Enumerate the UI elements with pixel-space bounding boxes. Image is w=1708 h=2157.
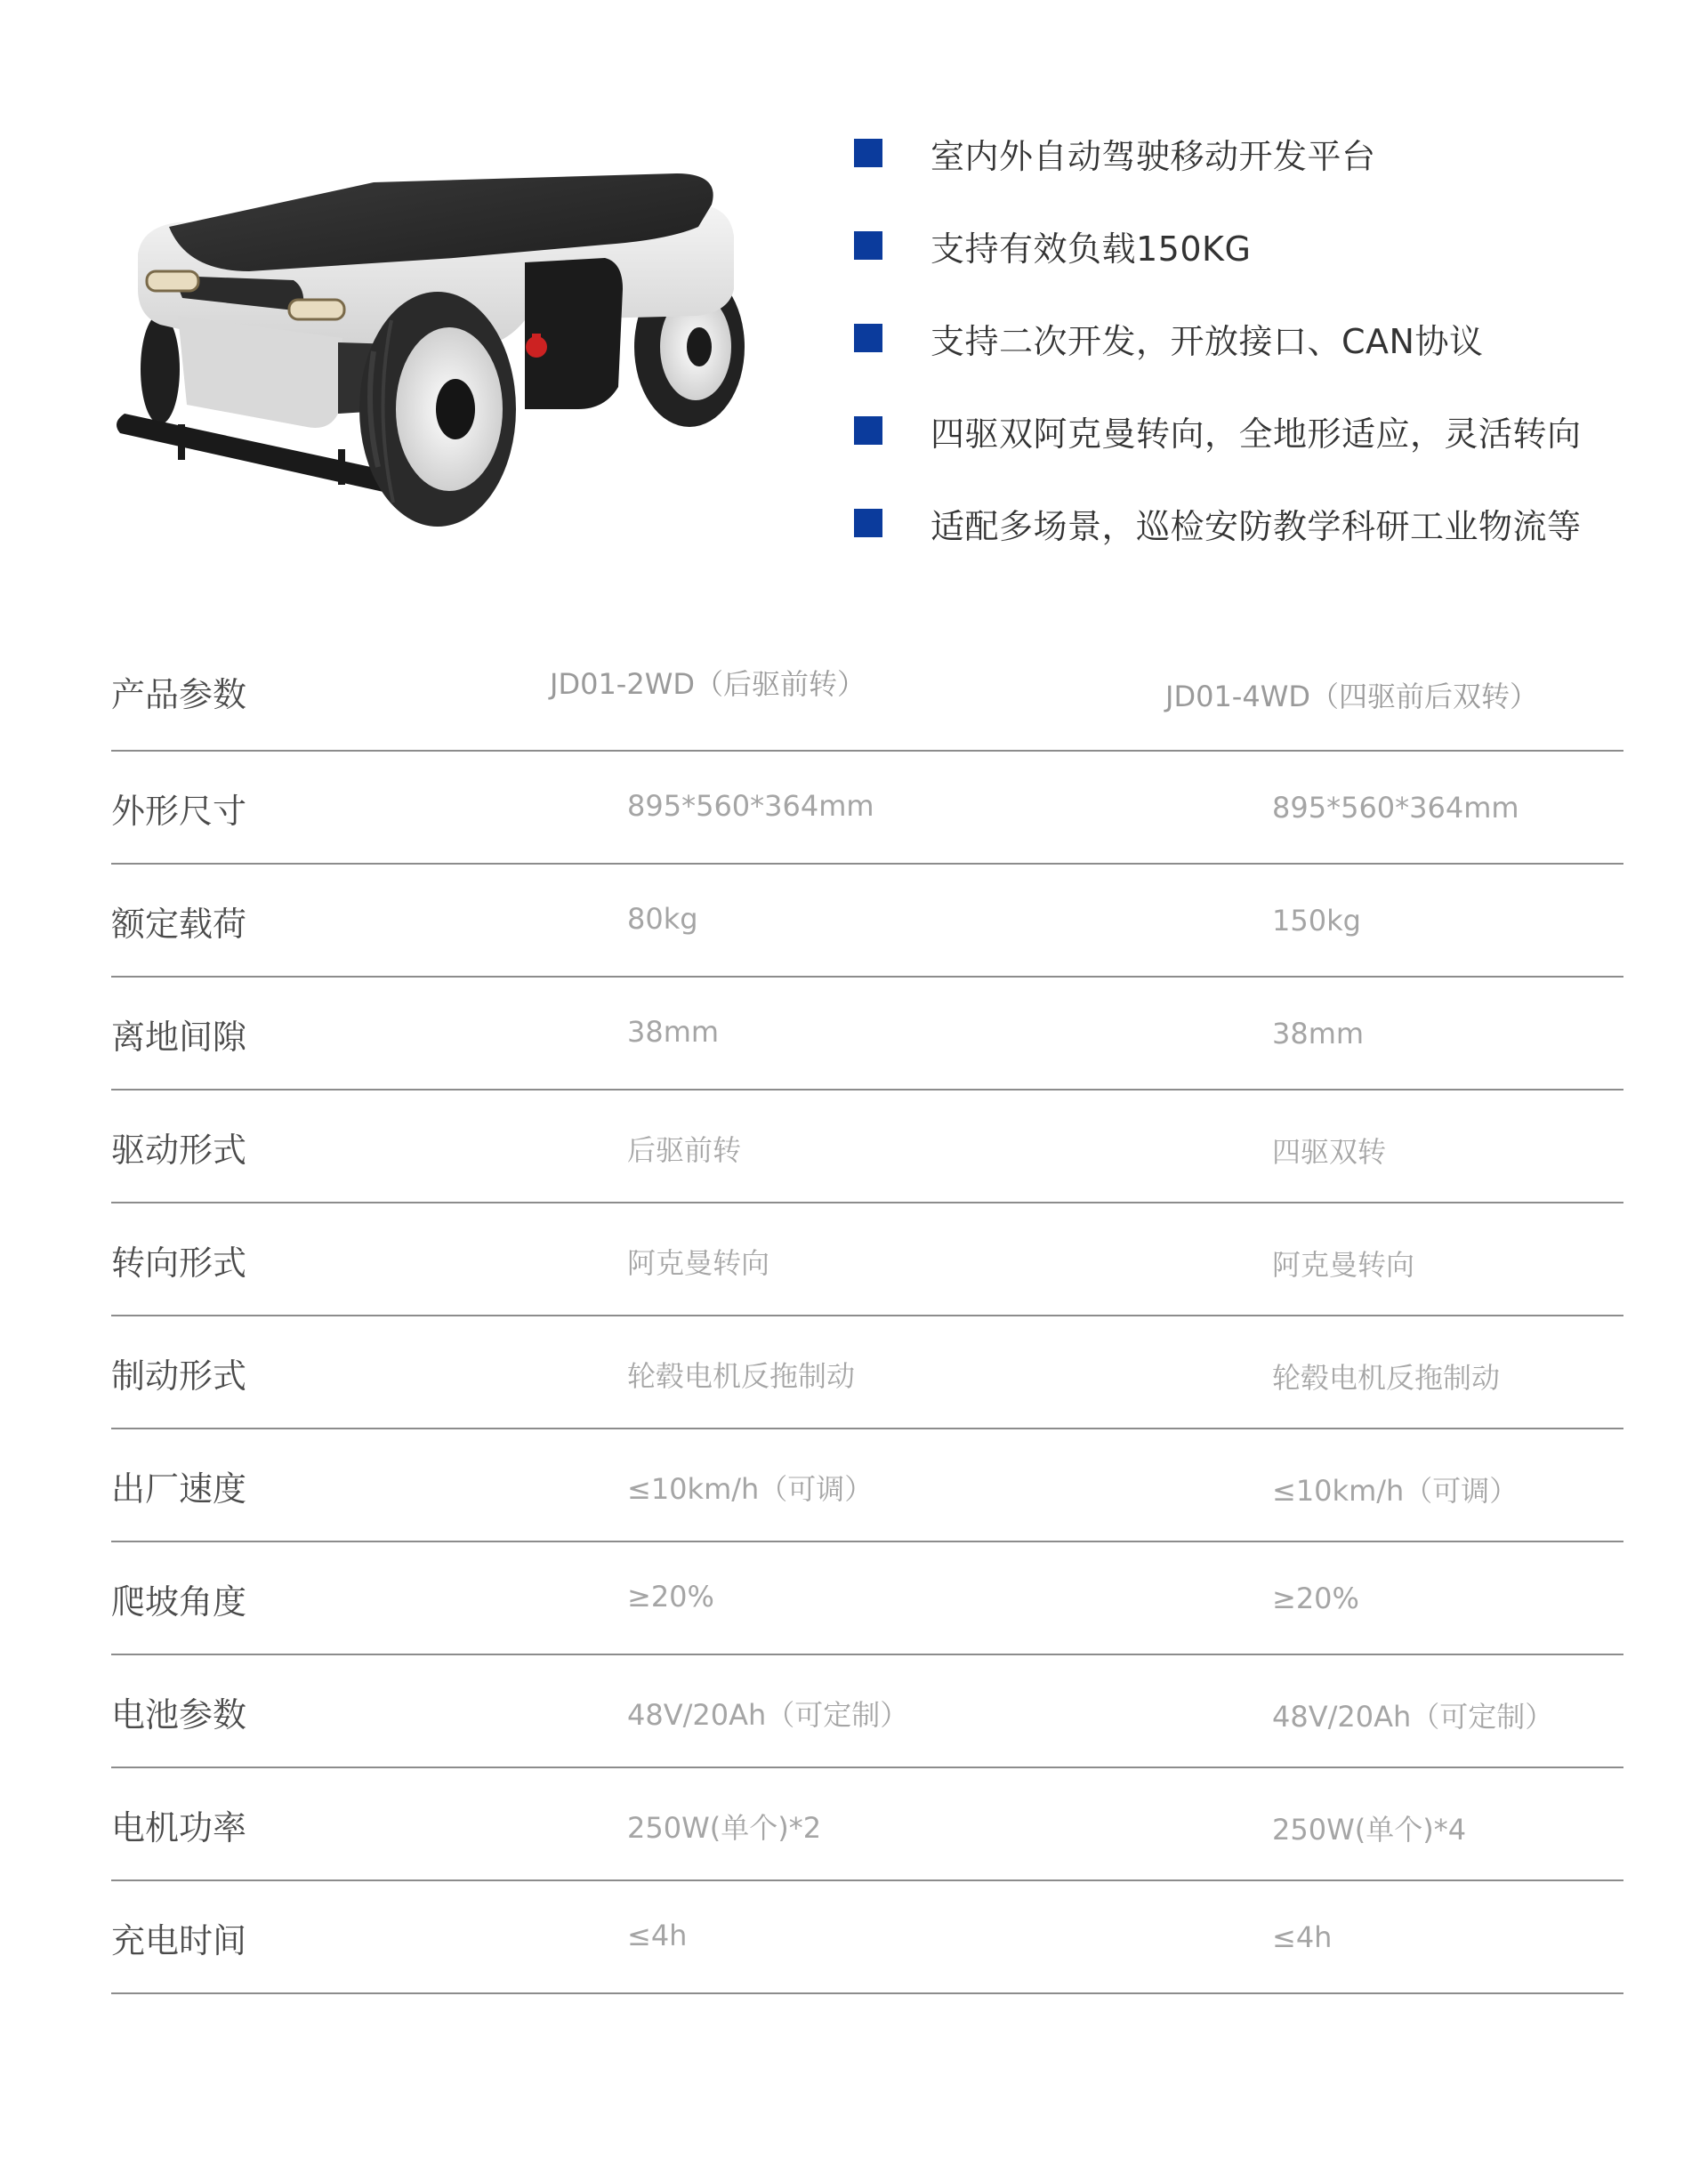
row-label: 爬坡角度 [111, 1582, 247, 1622]
feature-item [854, 199, 1655, 292]
row-label: 转向形式 [111, 1243, 247, 1283]
row-value-a: ≤4h [627, 1919, 688, 1952]
table-row [111, 1091, 1623, 1203]
row-value-a: 80kg [627, 902, 698, 936]
row-value-a: 后驱前转 [627, 1133, 742, 1167]
spec-table-header [111, 640, 1623, 752]
table-row [111, 1768, 1623, 1881]
feature-item [854, 384, 1655, 477]
table-row [111, 865, 1623, 978]
row-value-b: ≤10km/h（可调） [1272, 1474, 1519, 1508]
square-bullet-icon [854, 416, 882, 445]
row-value-b: ≤4h [1272, 1920, 1333, 1954]
header-param-label: 产品参数 [111, 675, 247, 714]
square-bullet-icon [854, 509, 882, 537]
row-label: 充电时间 [111, 1921, 247, 1960]
row-label: 出厂速度 [111, 1469, 247, 1509]
product-image [107, 156, 747, 547]
row-value-a: ≤10km/h（可调） [627, 1472, 874, 1506]
square-bullet-icon [854, 139, 882, 167]
table-row [111, 1542, 1623, 1655]
robot-chassis-illustration [107, 156, 747, 547]
row-value-b: 38mm [1272, 1017, 1365, 1050]
row-value-b: 轮毂电机反拖制动 [1272, 1361, 1501, 1395]
feature-text: 四驱双阿克曼转向，全地形适应，灵活转向 [931, 414, 1582, 454]
row-label: 外形尺寸 [111, 792, 247, 831]
row-label: 驱动形式 [111, 1131, 247, 1170]
header-model-b: JD01-4WD（四驱前后双转） [1165, 680, 1538, 713]
feature-item [854, 292, 1655, 384]
row-label: 电池参数 [111, 1695, 247, 1734]
feature-text: 支持有效负载150KG [931, 229, 1252, 269]
table-row [111, 1429, 1623, 1542]
feature-item [854, 477, 1655, 569]
row-label: 额定载荷 [111, 905, 247, 944]
square-bullet-icon [854, 231, 882, 260]
row-value-a: 250W(单个)*2 [627, 1811, 822, 1845]
table-row [111, 1203, 1623, 1316]
row-value-a: 895*560*364mm [627, 789, 874, 823]
row-value-a: 48V/20Ah（可定制） [627, 1698, 909, 1732]
row-value-b: 四驱双转 [1272, 1135, 1387, 1169]
table-row [111, 1881, 1623, 1994]
row-value-a: 阿克曼转向 [627, 1246, 770, 1280]
spec-table [111, 640, 1623, 1994]
header-model-a: JD01-2WD（后驱前转） [550, 667, 866, 701]
table-row [111, 1655, 1623, 1768]
row-value-a: 38mm [627, 1015, 720, 1049]
row-value-a: 轮毂电机反拖制动 [627, 1359, 856, 1393]
row-value-b: 895*560*364mm [1272, 791, 1519, 825]
row-value-b: 48V/20Ah（可定制） [1272, 1700, 1554, 1734]
table-row [111, 1316, 1623, 1429]
row-value-b: 阿克曼转向 [1272, 1248, 1415, 1282]
square-bullet-icon [854, 324, 882, 352]
row-value-b: 150kg [1272, 904, 1361, 938]
row-label: 电机功率 [111, 1808, 247, 1847]
feature-text: 适配多场景，巡检安防教学科研工业物流等 [931, 506, 1582, 546]
row-label: 制动形式 [111, 1356, 247, 1396]
row-label: 离地间隙 [111, 1018, 247, 1057]
feature-item [854, 107, 1655, 199]
table-row [111, 752, 1623, 865]
table-row [111, 978, 1623, 1091]
row-value-b: ≥20% [1272, 1582, 1359, 1615]
feature-text: 室内外自动驾驶移动开发平台 [931, 136, 1376, 176]
row-value-b: 250W(单个)*4 [1272, 1813, 1467, 1847]
row-value-a: ≥20% [627, 1580, 714, 1614]
feature-text: 支持二次开发，开放接口、CAN协议 [931, 321, 1484, 361]
feature-list [854, 107, 1655, 569]
